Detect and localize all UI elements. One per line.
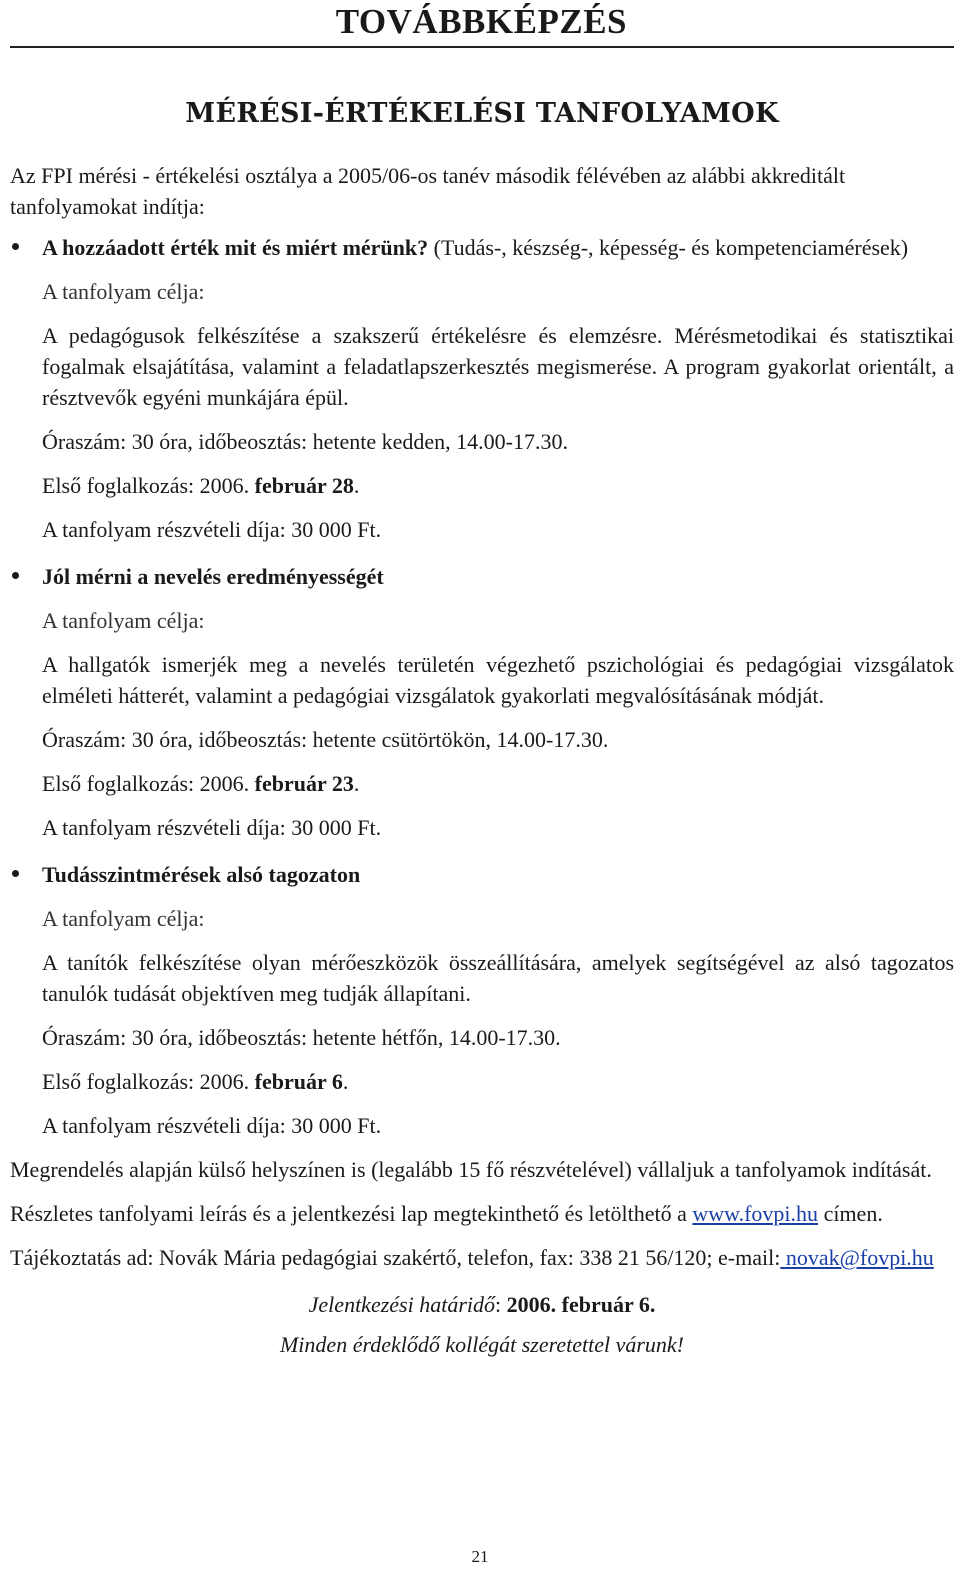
website-link[interactable]: www.fovpi.hu xyxy=(692,1201,819,1226)
details-paragraph xyxy=(10,1198,954,1229)
course-first-session xyxy=(42,1066,954,1097)
deadline-colon: : xyxy=(495,1292,507,1317)
bullet-icon xyxy=(12,870,19,877)
first-session-date: február 6 xyxy=(254,1069,343,1094)
first-session-label: Első foglalkozás: 2006. xyxy=(42,473,255,498)
contact-text: Tájékoztatás ad: Novák Mária pedagógiai szakértő, telefon, fax: 338 21 56/120; e-mail: xyxy=(10,1245,781,1270)
course-goal-label: A tanfolyam célja: xyxy=(42,279,205,304)
welcome-line: Minden érdeklődő kollégát szeretettel várunk! xyxy=(279,1332,684,1357)
deadline-label: Jelentkezési határidő xyxy=(308,1292,495,1317)
details-text-end: címen. xyxy=(818,1201,883,1226)
header-title: TOVÁBBKÉPZÉS xyxy=(335,2,627,41)
course-fee: A tanfolyam részvételi díja: 30 000 Ft. xyxy=(42,1113,382,1138)
course-item xyxy=(10,859,954,1141)
course-title xyxy=(42,561,954,592)
order-note: Megrendelés alapján külső helyszínen is (legalább 15 fő részvételével) vállaljuk a tanfolyamok indítását. xyxy=(10,1157,932,1182)
deadline-date: 2006. február 6. xyxy=(506,1292,656,1317)
course-schedule: Óraszám: 30 óra, időbeosztás: hetente kedden, 14.00-17.30. xyxy=(42,429,569,454)
first-session-date: február 23 xyxy=(254,771,354,796)
course-title-bold: Jól mérni a nevelés eredményességét xyxy=(42,564,384,589)
bullet-icon xyxy=(12,243,19,250)
course-first-session xyxy=(42,768,954,799)
deadline-line xyxy=(10,1292,954,1318)
document-page xyxy=(10,0,954,1358)
course-list xyxy=(10,232,954,1141)
first-session-label: Első foglalkozás: 2006. xyxy=(42,1069,255,1094)
intro-paragraph: Az FPI mérési - értékelési osztálya a 2005/06-os tanév második félévében az alábbi akkreditált tanfolyamokat indítja: xyxy=(10,163,846,219)
course-item xyxy=(10,232,954,545)
contact-paragraph xyxy=(10,1242,954,1273)
course-description: A hallgatók ismerjék meg a nevelés területén végezhető pszichológiai és pedagógiai vizsgálatok elméleti hátterét, valamint a pedagógiai vizsgálatok gyakorlati megvalósításának módját. xyxy=(42,652,954,708)
course-title-bold: A hozzáadott érték mit és miért mérünk? xyxy=(42,235,429,260)
course-description: A tanítók felkészítése olyan mérőeszközök összeállítására, amelyek segítségével az alsó tagozatos tanulók tudását objektíven meg tudják állapítani. xyxy=(42,950,954,1006)
page-number: 21 xyxy=(471,1547,489,1566)
bullet-icon xyxy=(12,572,19,579)
first-session-label: Első foglalkozás: 2006. xyxy=(42,771,255,796)
course-fee: A tanfolyam részvételi díja: 30 000 Ft. xyxy=(42,517,382,542)
course-fee: A tanfolyam részvételi díja: 30 000 Ft. xyxy=(42,815,382,840)
section-title: MÉRÉSI-ÉRTÉKELÉSI TANFOLYAMOK xyxy=(185,98,779,129)
first-session-end: . xyxy=(342,1069,349,1094)
course-schedule: Óraszám: 30 óra, időbeosztás: hetente hétfőn, 14.00-17.30. xyxy=(42,1025,561,1050)
course-title xyxy=(42,859,954,890)
course-schedule: Óraszám: 30 óra, időbeosztás: hetente csütörtökön, 14.00-17.30. xyxy=(42,727,609,752)
first-session-end: . xyxy=(353,771,360,796)
course-title-bold: Tudásszintmérések alsó tagozaton xyxy=(42,862,361,887)
header-divider xyxy=(10,46,954,48)
first-session-end: . xyxy=(353,473,360,498)
course-goal-label: A tanfolyam célja: xyxy=(42,906,205,931)
email-link[interactable]: novak@fovpi.hu xyxy=(780,1245,934,1270)
first-session-date: február 28 xyxy=(254,473,354,498)
course-first-session xyxy=(42,470,954,501)
course-subtitle: (Tudás-, készség-, képesség- és kompetenciamérések) xyxy=(428,235,909,260)
course-description: A pedagógusok felkészítése a szakszerű értékelésre és elemzésre. Mérésmetodikai és statisztikai fogalmak elsajátítása, valamint a feladatlapszerkesztés megismerése. A program gyakorlat orientált, a résztvevők egyéni munkájára épül. xyxy=(42,323,954,410)
details-text: Részletes tanfolyami leírás és a jelentkezési lap megtekinthető és letölthető a xyxy=(10,1201,693,1226)
course-title xyxy=(42,232,954,263)
course-goal-label: A tanfolyam célja: xyxy=(42,608,205,633)
course-item xyxy=(10,561,954,843)
